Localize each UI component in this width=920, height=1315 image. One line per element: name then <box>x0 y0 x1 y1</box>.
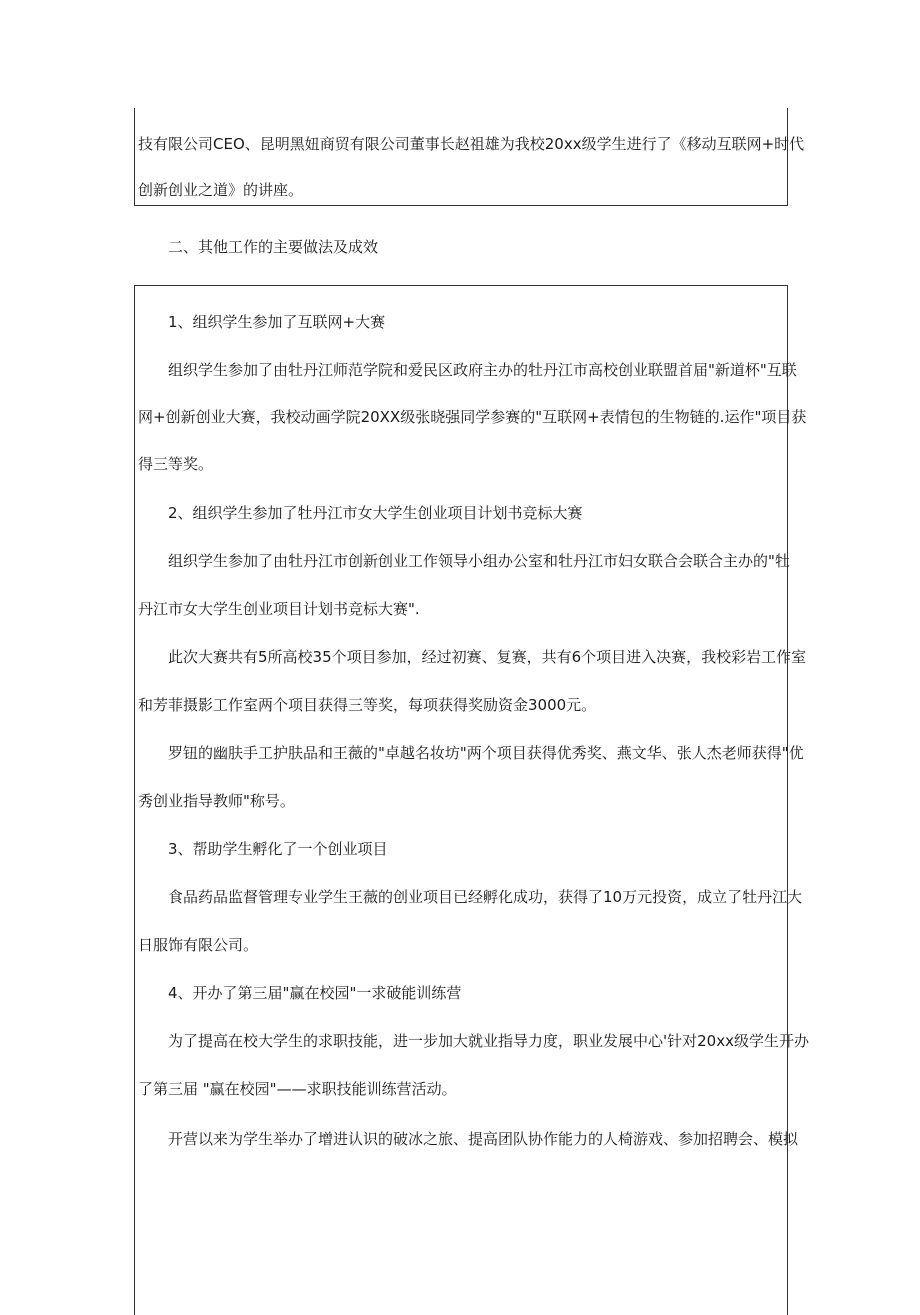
paragraph-line: 组织学生参加了由牡丹江市创新创业工作领导小组办公室和牡丹江市妇女联合会联合主办的"牡 <box>168 552 790 570</box>
paragraph-line: 技有限公司CEO、昆明黑妞商贸有限公司董事长赵祖雄为我校20xx级学生进行了《移动互联网+时代 <box>138 135 805 153</box>
paragraph-line: 秀创业指导教师"称号。 <box>138 792 295 810</box>
subsection-heading: 3、帮助学生孵化了一个创业项目 <box>168 840 388 858</box>
paragraph-line: 了第三届 "赢在校园"——求职技能训练营活动。 <box>138 1080 457 1098</box>
paragraph-line: 日服饰有限公司。 <box>138 936 259 954</box>
paragraph-line: 开营以来为学生举办了增进认识的破冰之旅、提高团队协作能力的人椅游戏、参加招聘会、模拟 <box>168 1130 799 1148</box>
paragraph-line: 食品药品监督管理专业学生王薇的创业项目已经孵化成功，获得了10万元投资，成立了牡丹江大 <box>168 888 803 906</box>
paragraph-line: 创新创业之道》的讲座。 <box>138 181 304 199</box>
paragraph-line: 罗钮的幽肤手工护肤品和王薇的"卓越名妆坊"两个项目获得优秀奖、燕文华、张人杰老师获得"优 <box>168 744 804 762</box>
subsection-heading: 2、组织学生参加了牡丹江市女大学生创业项目计划书竞标大赛 <box>168 504 583 522</box>
paragraph-line: 为了提高在校大学生的求职技能，进一步加大就业指导力度，职业发展中心'针对20xx级学生开办 <box>168 1032 809 1050</box>
subsection-heading: 1、组织学生参加了互联网+大赛 <box>168 313 386 331</box>
section-heading: 二、其他工作的主要做法及成效 <box>168 238 379 256</box>
paragraph-line: 丹江市女大学生创业项目计划书竞标大赛". <box>138 600 420 618</box>
paragraph-line: 得三等奖。 <box>138 455 214 473</box>
paragraph-line: 和芳菲摄影工作室两个项目获得三等奖，每项获得奖励资金3000元。 <box>138 696 597 714</box>
paragraph-line: 此次大赛共有5所高校35个项目参加，经过初赛、复赛，共有6个项目进入决赛，我校彩岩工作室 <box>168 648 807 666</box>
paragraph-line: 网+创新创业大赛，我校动画学院20XX级张晓强同学参赛的"互联网+表情包的生物链的.运作"项目获 <box>138 408 807 426</box>
subsection-heading: 4、开办了第三届"赢在校园"一求破能训练营 <box>168 984 462 1002</box>
paragraph-line: 组织学生参加了由牡丹江师范学院和爱民区政府主办的牡丹江市高校创业联盟首届"新道杯"互联 <box>168 361 797 379</box>
